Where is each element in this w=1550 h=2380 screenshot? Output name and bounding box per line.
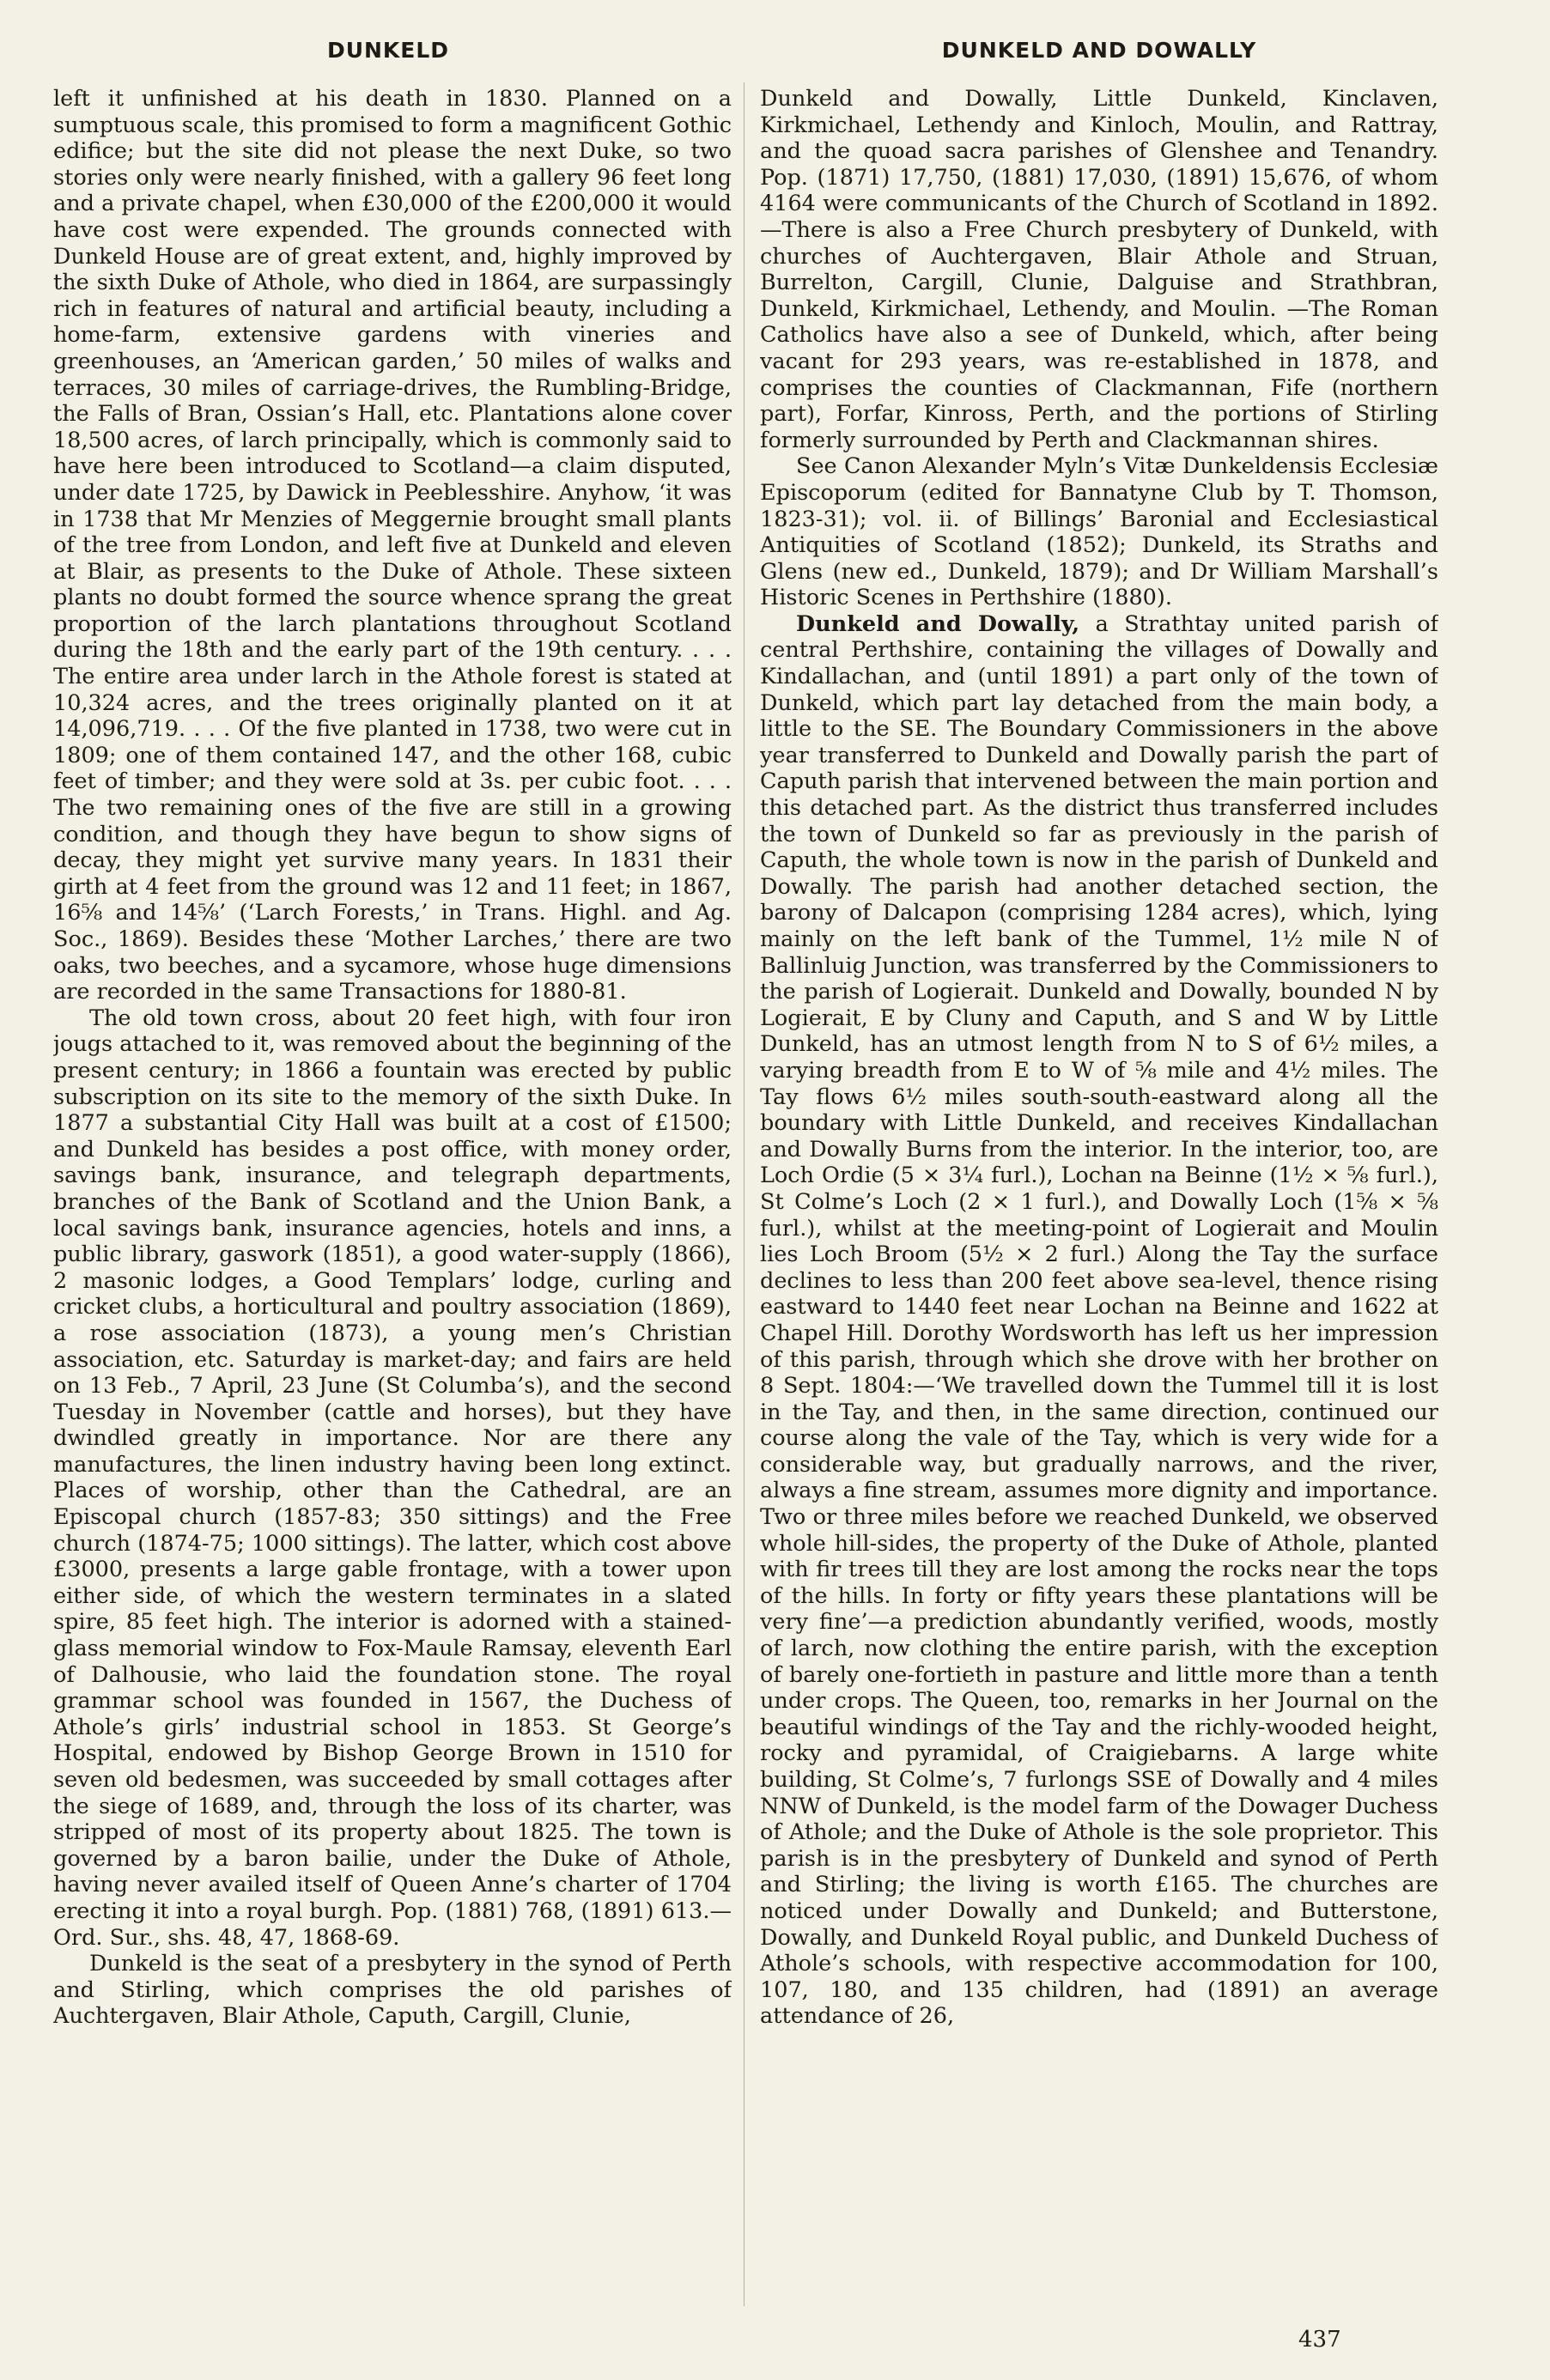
column-divider — [744, 82, 745, 2306]
page-number: 437 — [1298, 2327, 1341, 2353]
right-paragraph-1: Dunkeld and Dowally, Little Dunkeld, Kinclaven, Kirkmichael, Lethendy and Kinloch, Moulin, and Rattray, and the quoad sacra parishes of Glenshee and Tenandry. Pop. (1871) 17,750, (1881) 17,030, (1891) 15,676, of whom 4164 were communicants of the Church of Scotland in 1892.—There is also a Free Church presbytery of Dunkeld, with churches of Auchtergaven, Blair Athole and Struan, Burrelton, Cargill, Clunie, Dalguise and Strathbran, Dunkeld, Kirkmichael, Lethendy, and Moulin. —The Roman Catholics have also a see of Dunkeld, which, after being vacant for 293 years, was re-established in 1878, and comprises the counties of Clackmannan, Fife (northern part), Forfar, Kinross, Perth, and the portions of Stirling formerly surrounded by Perth and Clackmannan shires. — [760, 86, 1438, 453]
left-column — [53, 86, 732, 2335]
right-paragraph-3 — [760, 611, 1438, 2030]
entry-heading: Dunkeld and Dowally, — [796, 610, 1080, 637]
right-column — [760, 86, 1438, 2318]
running-head-right: DUNKELD AND DOWALLY — [941, 38, 1257, 63]
left-paragraph-1: left it unfinished at his death in 1830. Planned on a sumptuous scale, this promised to form a magnificent Gothic edifice; but the site did not please the next Duke, so two stories only were nearly finished, with a gallery 96 feet long and a private chapel, when £30,000 of the £200,000 it would have cost were expended. The grounds connected with Dunkeld House are of great extent, and, highly improved by the sixth Duke of Athole, who died in 1864, are surpassingly rich in features of natural and artificial beauty, including a home-farm, extensive gardens with vineries and greenhouses, an ‘American garden,’ 50 miles of walks and terraces, 30 miles of carriage-drives, the Rumbling-Bridge, the Falls of Bran, Ossian’s Hall, etc. Plantations alone cover 18,500 acres, of larch principally, which is commonly said to have here been introduced to Scotland—a claim disputed, under date 1725, by Dawick in Peeblesshire. Anyhow, ‘it was in 1738 that Mr Menzies of Meggernie brought small plants of the tree from London, and left five at Dunkeld and eleven at Blair, as presents to the Duke of Athole. These sixteen plants no doubt formed the source whence sprang the great proportion of the larch plantations throughout Scotland during the 18th and the early part of the 19th century. . . . The entire area under larch in the Athole forest is stated at 10,324 acres, and the trees originally planted on it at 14,096,719. . . . Of the five planted in 1738, two were cut in 1809; one of them contained 147, and the other 168, cubic feet of timber; and they were sold at 3s. per cubic foot. . . . The two remaining ones of the five are still in a growing condition, and though they have begun to show signs of decay, they might yet survive many years. In 1831 their girth at 4 feet from the ground was 12 and 11 feet; in 1867, 16⅝ and 14⅝’ (‘Larch Forests,’ in Trans. Highl. and Ag. Soc., 1869). Besides these ‘Mother Larches,’ there are two oaks, two beeches, and a sycamore, whose huge dimensions are recorded in the same Transactions for 1880-81. — [53, 86, 732, 1005]
entry-body: a Strathtay united parish of central Perthshire, containing the villages of Dowally and Kindallachan, and (until 1891) a part only of the town of Dunkeld, which part lay detached from the main body, a little to the SE. The Boundary Commissioners in the above year transferred to Dunkeld and Dowally parish the part of Caputh parish that intervened between the main portion and this detached part. As the district thus transferred includes the town of Dunkeld so far as previously in the parish of Caputh, the whole town is now in the parish of Dunkeld and Dowally. The parish had another detached section, the barony of Dalcapon (comprising 1284 acres), which, lying mainly on the left bank of the Tummel, 1½ mile N of Ballinluig Junction, was transferred by the Commissioners to the parish of Logierait. Dunkeld and Dowally, bounded N by Logierait, E by Cluny and Caputh, and S and W by Little Dunkeld, has an utmost length from N to S of 6½ miles, a varying breadth from E to W of ⅝ mile and 4½ miles. The Tay flows 6½ miles south-south-eastward along all the boundary with Little Dunkeld, and receives Kindallachan and Dowally Burns from the interior. In the interior, too, are Loch Ordie (5 × 3¼ furl.), Lochan na Beinne (1½ × ⅝ furl.), St Colme’s Loch (2 × 1 furl.), and Dowally Loch (1⅝ × ⅝ furl.), whilst at the meeting-point of Logierait and Moulin lies Loch Broom (5½ × 2 furl.) Along the Tay the surface declines to less than 200 feet above sea-level, thence rising eastward to 1440 feet near Lochan na Beinne and 1622 at Chapel Hill. Dorothy Wordsworth has left us her impression of this parish, through which she drove with her brother on 8 Sept. 1804:—‘We travelled down the Tummel till it is lost in the Tay, and then, in the same direction, continued our course along the vale of the Tay, which is very wide for a considerable way, but gradually narrows, and the river, always a fine stream, assumes more dignity and importance. Two or three miles before we reached Dunkeld, we observed whole hill-sides, the property of the Duke of Athole, planted with fir trees till they are lost among the rocks near the tops of the hills. In forty or fifty years these plantations will be very fine’—a prediction abundantly verified, woods, mostly of larch, now clothing the entire parish, with the exception of barely one-fortieth in pasture and little more than a tenth under crops. The Queen, too, remarks in her Journal on the beautiful windings of the Tay and the richly-wooded height, rocky and pyramidal, of Craigiebarns. A large white building, St Colme’s, 7 furlongs SSE of Dowally and 4 miles NNW of Dunkeld, is the model farm of the Dowager Duchess of Athole; and the Duke of Athole is the sole proprietor. This parish is in the presbytery of Dunkeld and synod of Perth and Stirling; the living is worth £165. The churches are noticed under Dowally and Dunkeld; and Butterstone, Dowally, and Dunkeld Royal public, and Dunkeld Duchess of Athole’s schools, with respective accommodation for 100, 107, 180, and 135 children, had (1891) an average attendance of 26, — [760, 610, 1438, 2030]
left-paragraph-3: Dunkeld is the seat of a presbytery in the synod of Perth and Stirling, which comprises the old parishes of Auchtergaven, Blair Athole, Caputh, Cargill, Clunie, — [53, 1951, 732, 2030]
right-paragraph-2: See Canon Alexander Myln’s Vitæ Dunkeldensis Ecclesiæ Episcoporum (edited for Bannatyne Club by T. Thomson, 1823-31); vol. ii. of Billings’ Baronial and Ecclesiastical Antiquities of Scotland (1852); Dunkeld, its Straths and Glens (new ed., Dunkeld, 1879); and Dr William Marshall’s Historic Scenes in Perthshire (1880). — [760, 453, 1438, 611]
left-paragraph-2: The old town cross, about 20 feet high, with four iron jougs attached to it, was removed about the beginning of the present century; in 1866 a fountain was erected by public subscription on its site to the memory of the sixth Duke. In 1877 a substantial City Hall was built at a cost of £1500; and Dunkeld has besides a post office, with money order, savings bank, insurance, and telegraph departments, branches of the Bank of Scotland and the Union Bank, a local savings bank, insurance agencies, hotels and inns, a public library, gaswork (1851), a good water-supply (1866), 2 masonic lodges, a Good Templars’ lodge, curling and cricket clubs, a horticultural and poultry association (1869), a rose association (1873), a young men’s Christian association, etc. Saturday is market-day; and fairs are held on 13 Feb., 7 April, 23 June (St Columba’s), and the second Tuesday in November (cattle and horses), but they have dwindled greatly in importance. Nor are there any manufactures, the linen industry having been long extinct. Places of worship, other than the Cathedral, are an Episcopal church (1857-83; 350 sittings) and the Free church (1874-75; 1000 sittings). The latter, which cost above £3000, presents a large gable frontage, with a tower upon either side, of which the western terminates in a slated spire, 85 feet high. The interior is adorned with a stained-glass memorial window to Fox-Maule Ramsay, eleventh Earl of Dalhousie, who laid the foundation stone. The royal grammar school was founded in 1567, the Duchess of Athole’s girls’ industrial school in 1853. St George’s Hospital, endowed by Bishop George Brown in 1510 for seven old bedesmen, was succeeded by small cottages after the siege of 1689, and, through the loss of its charter, was stripped of most of its property about 1825. The town is governed by a baron bailie, under the Duke of Athole, having never availed itself of Queen Anne’s charter of 1704 erecting it into a royal burgh. Pop. (1881) 768, (1891) 613.—Ord. Sur., shs. 48, 47, 1868-69. — [53, 1005, 732, 1951]
running-head-left: DUNKELD — [326, 38, 450, 63]
